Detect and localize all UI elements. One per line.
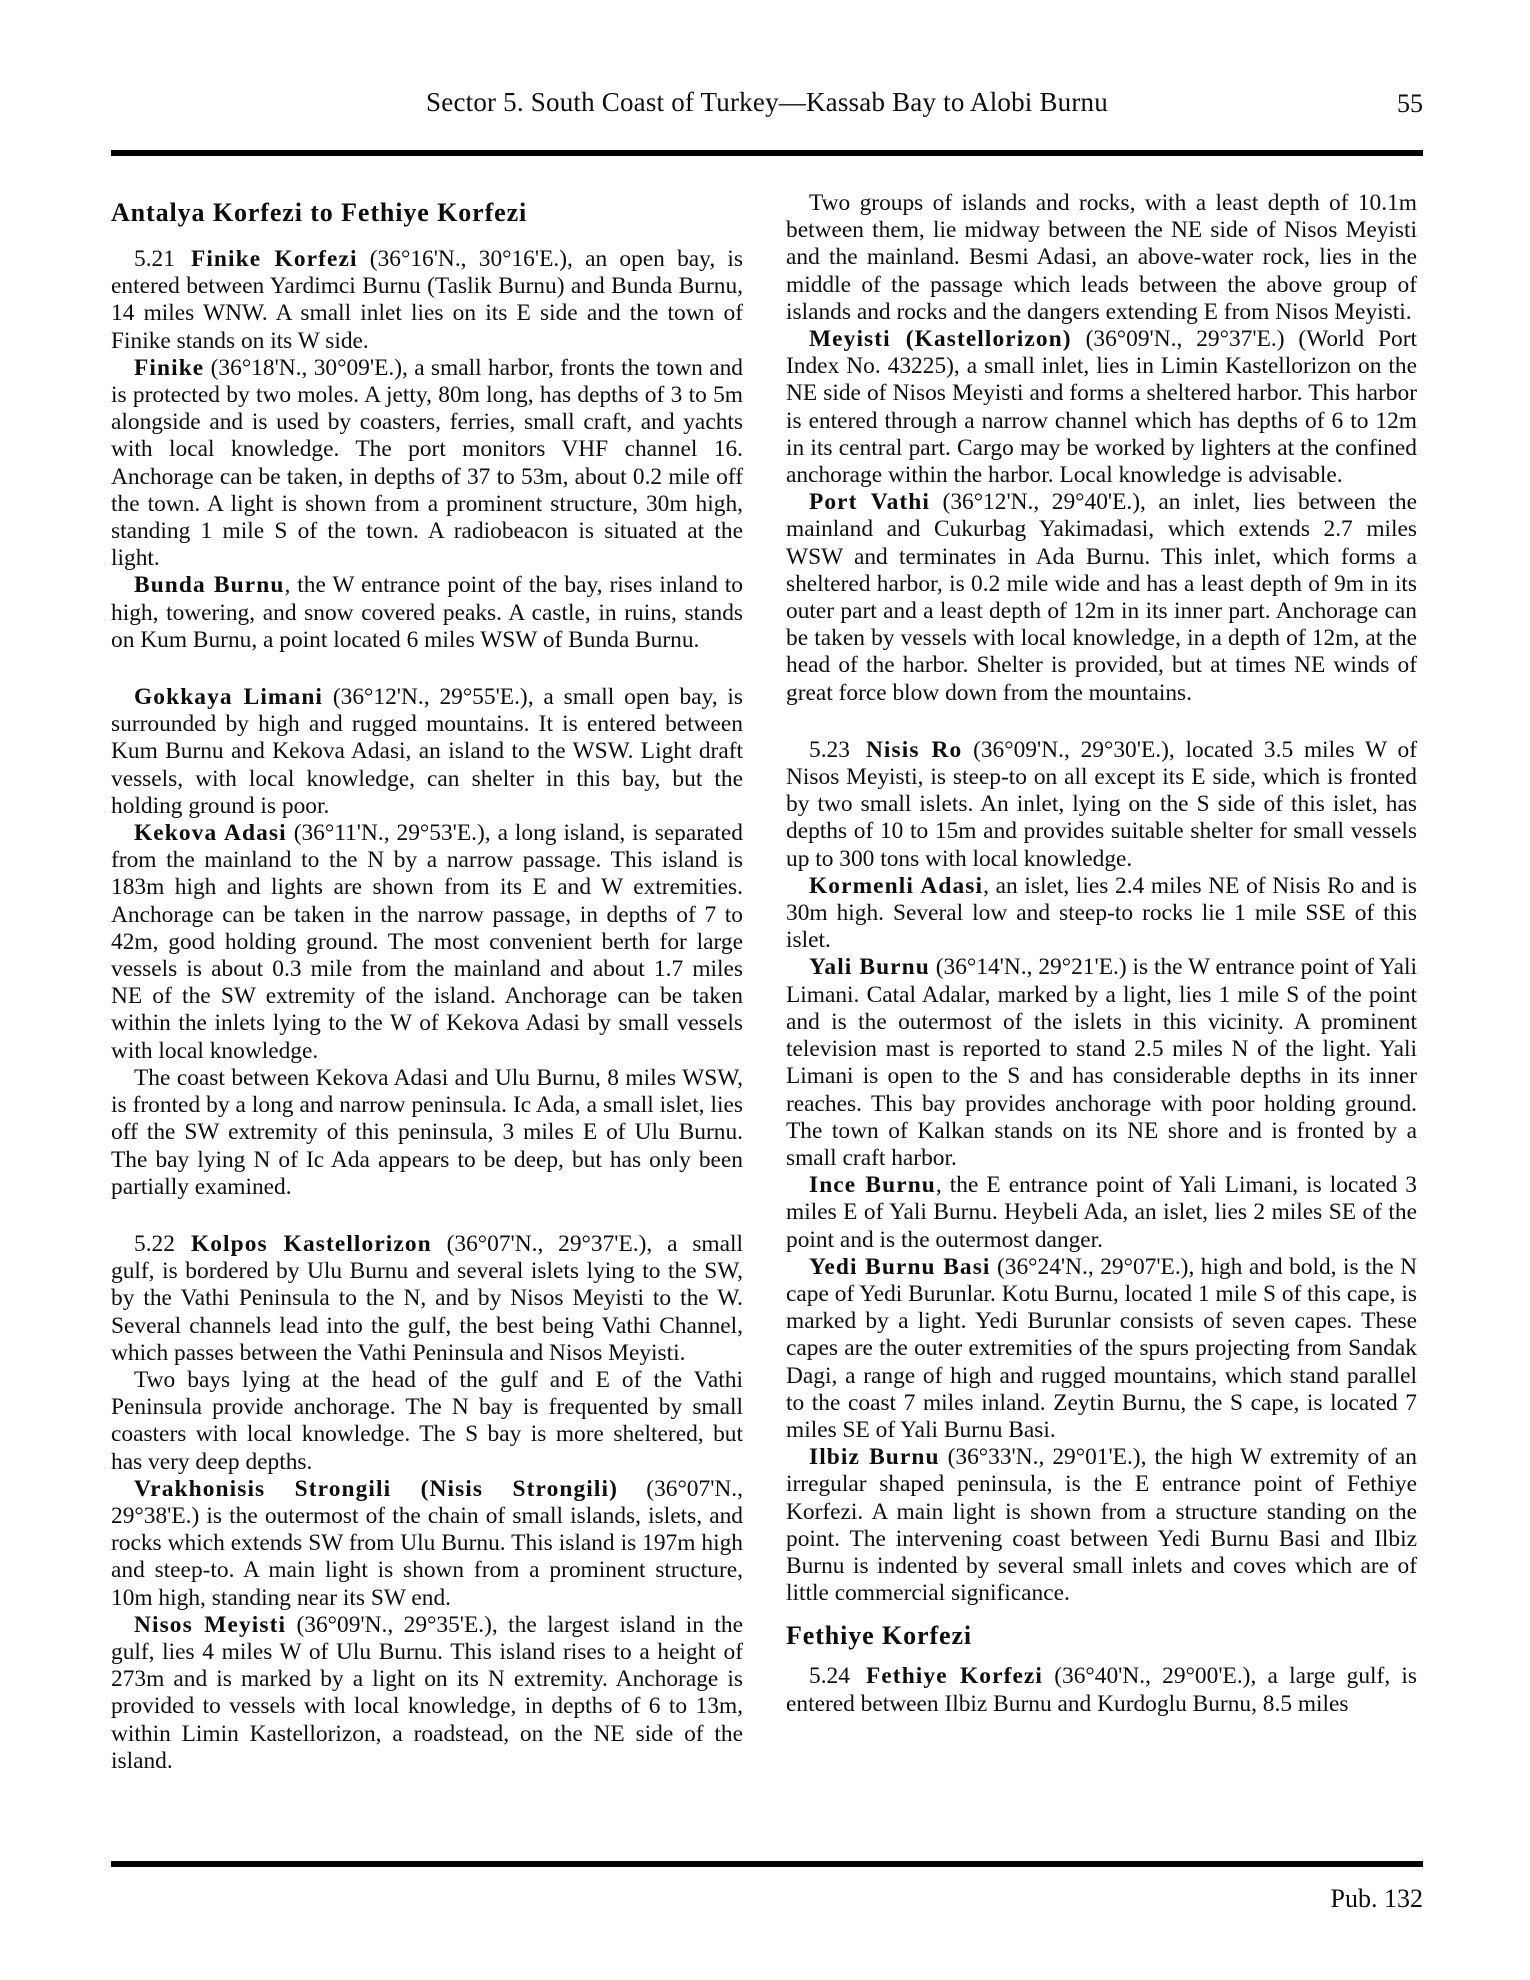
- text-column-left: [111, 196, 743, 1775]
- para-text: (36°33'N., 29°01'E.), the high W extremity of an irregular shaped peninsula, is the E entrance point of Fethiye Korfezi. A main light is shown from a structure standing on the point. The intervening coast between Yedi Burnu Basi and Ilbiz Burnu is indented by several small inlets and coves which are of little commercial significance.: [786, 1444, 1418, 1607]
- paragraph: [111, 355, 743, 573]
- para-lead: Kolpos Kastellorizon: [190, 1230, 432, 1257]
- paragraph: [111, 1231, 743, 1367]
- para-lead: Gokkaya Limani: [134, 684, 324, 711]
- paragraph: [786, 1663, 1417, 1717]
- paragraph: [786, 326, 1417, 489]
- para-lead: Fethiye Korfezi: [865, 1663, 1044, 1690]
- paragraph: [111, 1367, 743, 1476]
- para-lead: Nisis Ro: [865, 736, 963, 763]
- para-text: (36°18'N., 30°09'E.), a small harbor, fronts the town and is protected by two moles. A jetty, 80m long, has depths of 3 to 5m alongside and is used by coasters, ferries, small craft, and yachts with local knowledge. The port monitors VHF channel 16. Anchorage can be taken, in depths of 37 to 53m, about 0.2 mile off the town. A light is shown from a prominent structure, 30m high, standing 1 mile S of the town. A radiobeacon is situated at the light.: [111, 354, 743, 572]
- para-text: (36°14'N., 29°21'E.) is the W entrance point of Yali Limani. Catal Adalar, marked by a light, lies 1 mile S of the point and is the outermost of the islets in this vicinity. A prominent television mast is reported to stand 2.5 miles N of the light. Yali Limani is open to the S and has considerable depths in its inner reaches. This bay provides anchorage with poor holding ground. The town of Kalkan stands on its NE shore and is fronted by a small craft harbor.: [786, 954, 1417, 1171]
- para-text: (36°40'N., 29°00'E.), a large gulf, is entered between Ilbiz Burnu and Kurdoglu Burnu, 8.5 miles: [786, 1663, 1417, 1717]
- para-lead: Ilbiz Burnu: [809, 1444, 940, 1471]
- paragraph: [786, 489, 1417, 707]
- para-text: (36°16'N., 30°16'E.), an open bay, is entered between Yardimci Burnu (Taslik Burnu) and Bunda Burnu, 14 miles WNW. A small inlet lies on its E side and the town of Finike stands on its W side.: [111, 246, 743, 354]
- paragraph: [111, 1476, 743, 1612]
- paragraph: [786, 1444, 1417, 1607]
- paragraph: [111, 820, 743, 1065]
- para-text: (36°09'N., 29°37'E.) (World Port Index No. 43225), a small inlet, lies in Limin Kastellorizon on the NE side of Nisos Meyisti and forms a sheltered harbor. This harbor is entered through a narrow channel which has depths of 6 to 12m in its central part. Cargo may be worked by lighters at the confined anchorage within the harbor. Local knowledge is advisable.: [786, 326, 1418, 489]
- para-lead: Kekova Adasi: [134, 820, 287, 847]
- para-text: (36°12'N., 29°55'E.), a small open bay, is surrounded by high and rugged mountains. It is entered between Kum Burnu and Kekova Adasi, an island to the WSW. Light draft vessels, with local knowledge, can shelter in this bay, but the holding ground is poor.: [111, 684, 743, 819]
- para-lead: Kormenli Adasi: [809, 872, 984, 899]
- para-text: Two groups of islands and rocks, with a least depth of 10.1m between them, lie midway between the NE side of Nisos Meyisti and the mainland. Besmi Adasi, an above-water rock, lies in the middle of the passage which leads between the above group of islands and rocks and the dangers extending E from Nisos Meyisti.: [786, 190, 1417, 325]
- text-column-right: [786, 190, 1417, 1718]
- paragraph: [786, 737, 1417, 873]
- para-lead: Bunda Burnu: [134, 572, 285, 599]
- paragraph: [111, 1065, 743, 1201]
- paragraph: [111, 1612, 743, 1775]
- para-lead: Finike Korfezi: [190, 246, 358, 272]
- para-number: 5.24: [809, 1663, 850, 1690]
- para-lead: Vrakhonisis Strongili (Nisis Strongili): [134, 1475, 618, 1502]
- para-text: (36°07'N., 29°38'E.) is the outermost of the chain of small islands, islets, and rocks which extends SW from Ulu Burnu. This island is 197m high and steep-to. A main light is shown from a prominent structure, 10m high, standing near its SW end.: [111, 1475, 744, 1611]
- para-number: 5.23: [809, 736, 850, 763]
- paragraph: [786, 1172, 1417, 1254]
- para-text: (36°07'N., 29°37'E.), a small gulf, is bordered by Ulu Burnu and several islets lying to the SW, by the Vathi Peninsula to the N, and by Nisos Meyisti to the W. Several channels lead into the gulf, the best being Vathi Channel, which passes between the Vathi Peninsula and Nisos Meyisti.: [111, 1230, 743, 1366]
- para-text: (36°11'N., 29°53'E.), a long island, is separated from the mainland to the N by a narrow passage. This island is 183m high and lights are shown from its E and W extremities. Anchorage can be taken in the narrow passage, in depths of 7 to 42m, good holding ground. The most convenient berth for large vessels is about 0.3 mile from the mainland and about 1.7 miles NE of the SW extremity of the island. Anchorage can be taken within the inlets lying to the W of Kekova Adasi by small vessels with local knowledge.: [111, 820, 743, 1064]
- para-text: , the W entrance point of the bay, rises inland to high, towering, and snow covered peaks. A castle, in ruins, stands on Kum Burnu, a point located 6 miles WSW of Bunda Burnu.: [111, 572, 744, 653]
- para-text: , an islet, lies 2.4 miles NE of Nisis Ro and is 30m high. Several low and steep-to rocks lie 1 mile SSE of this islet.: [786, 872, 1417, 954]
- page-header-title: Sector 5. South Coast of Turkey—Kassab Bay to Alobi Burnu: [426, 87, 1108, 117]
- page-number: 55: [1397, 89, 1423, 118]
- para-text: (36°12'N., 29°40'E.), an inlet, lies between the mainland and Cukurbag Yakimadasi, which extends 2.7 miles WSW and terminates in Ada Burnu. This inlet, which forms a sheltered harbor, is 0.2 mile wide and has a least depth of 9m in its outer part and a least depth of 12m in its inner part. Anchorage can be taken by vessels with local knowledge, in a depth of 12m, at the head of the harbor. Shelter is provided, but at times NE winds of great force blow down from the mountains.: [786, 489, 1417, 706]
- para-lead: Meyisti (Kastellorizon): [809, 326, 1072, 353]
- para-lead: Port Vathi: [809, 489, 930, 516]
- para-lead: Ince Burnu: [809, 1172, 936, 1199]
- paragraph: [111, 572, 743, 654]
- para-text: (36°24'N., 29°07'E.), high and bold, is the N cape of Yedi Burunlar. Kotu Burnu, located 1 mile S of this cape, is marked by a light. Yedi Burunlar consists of seven capes. These capes are the outer extremities of the spurs projecting from Sandak Dagi, a range of high and rugged mountains, which stand parallel to the coast 7 miles inland. Zeytin Burnu, the S cape, is located 7 miles SE of Yali Burnu Basi.: [786, 1253, 1417, 1443]
- paragraph: [111, 684, 743, 820]
- publication-number: Pub. 132: [1330, 1884, 1423, 1913]
- para-lead: Yali Burnu: [809, 954, 930, 981]
- paragraph: [786, 1254, 1417, 1444]
- para-text: , the E entrance point of Yali Limani, is located 3 miles E of Yali Burnu. Heybeli Ada, an islet, lies 2 miles SE of the point and is the outermost danger.: [786, 1172, 1417, 1253]
- header-rule: [111, 150, 1423, 156]
- para-text: The coast between Kekova Adasi and Ulu Burnu, 8 miles WSW, is fronted by a long and narrow peninsula. Ic Ada, a small islet, lies off the SW extremity of this peninsula, 3 miles E of Ulu Burnu. The bay lying N of Ic Ada appears to be deep, but has only been partially examined.: [111, 1064, 743, 1200]
- paragraph: [786, 954, 1417, 1172]
- paragraph: [786, 190, 1417, 326]
- paragraph: [786, 873, 1417, 955]
- para-number: 5.22: [134, 1230, 175, 1257]
- para-lead: Finike: [134, 354, 205, 381]
- section-heading: Antalya Korfezi to Fethiye Korfezi: [111, 198, 528, 227]
- para-lead: Yedi Burnu Basi: [809, 1253, 991, 1280]
- para-lead: Nisos Meyisti: [134, 1611, 287, 1638]
- para-text: Two bays lying at the head of the gulf and E of the Vathi Peninsula provide anchorage. The N bay is frequented by small coasters with local knowledge. The S bay is more sheltered, but has very deep depths.: [111, 1366, 743, 1475]
- para-text: (36°09'N., 29°35'E.), the largest island in the gulf, lies 4 miles W of Ulu Burnu. This island rises to a height of 273m and is marked by a light on its N extremity. Anchorage is provided to vessels with local knowledge, in depths of 6 to 13m, within Limin Kastellorizon, a roadstead, on the NE side of the island.: [111, 1611, 743, 1774]
- para-text: (36°09'N., 29°30'E.), located 3.5 miles W of Nisos Meyisti, is steep-to on all except its E side, which is fronted by two small islets. An inlet, lying on the S side of this islet, has depths of 10 to 15m and provides suitable shelter for small vessels up to 300 tons with local knowledge.: [786, 736, 1417, 872]
- para-number: 5.21: [134, 246, 175, 272]
- paragraph: [111, 246, 743, 355]
- section-heading: Fethiye Korfezi: [786, 1621, 973, 1651]
- footer-rule: [111, 1861, 1423, 1867]
